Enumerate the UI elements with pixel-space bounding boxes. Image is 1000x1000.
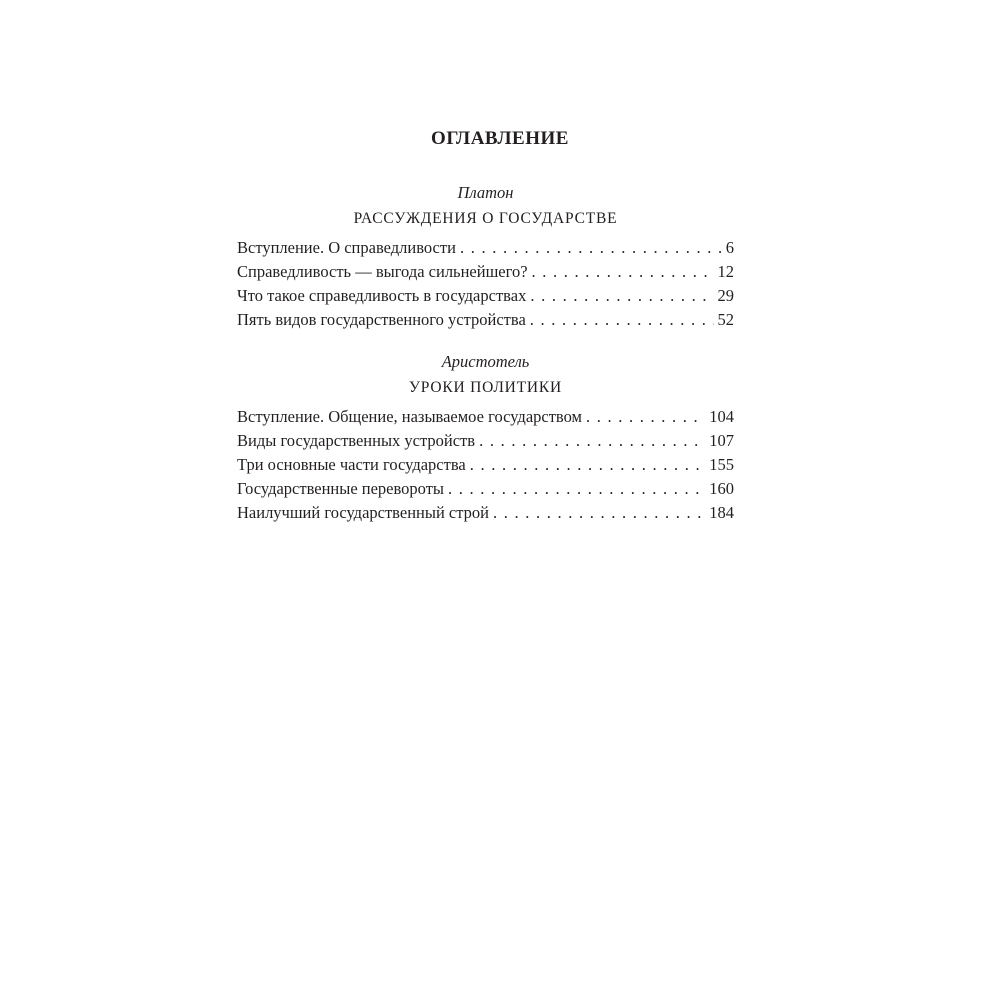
toc-entry-page: 184 (709, 503, 734, 522)
dot-leader (493, 501, 705, 525)
toc-entry-label: Справедливость — выгода сильнейшего? (237, 262, 528, 281)
toc-entry[interactable] (237, 260, 734, 284)
section-work-title: УРОКИ ПОЛИТИКИ (408, 379, 563, 396)
section-author: Аристотель (441, 352, 530, 371)
toc-entry[interactable] (237, 284, 734, 308)
toc-entry-label: Три основные части государства (237, 455, 466, 474)
toc-entry-list (237, 405, 734, 525)
toc-entry-page: 104 (709, 407, 734, 426)
toc-section-aristotle (237, 351, 734, 525)
dot-leader (530, 308, 714, 332)
toc-entry-page: 12 (717, 262, 734, 281)
toc-entry-list (237, 236, 734, 332)
toc-entry[interactable] (237, 453, 734, 477)
section-author: Платон (457, 183, 514, 202)
dot-leader (470, 453, 706, 477)
toc-entry-label: Пять видов государственного устройства (237, 310, 526, 329)
toc-entry-page: 6 (725, 238, 734, 257)
toc-entry-label: Вступление. Общение, называемое государством (237, 407, 582, 426)
page-title: ОГЛАВЛЕНИЕ (431, 128, 569, 149)
toc-entry[interactable] (237, 429, 734, 453)
dot-leader (532, 260, 714, 284)
toc-entry[interactable] (237, 405, 734, 429)
toc-entry-page: 155 (709, 455, 734, 474)
toc-entry-page: 29 (717, 286, 734, 305)
toc-entry[interactable] (237, 501, 734, 525)
dot-leader (460, 236, 722, 260)
section-work-title: РАССУЖДЕНИЯ О ГОСУДАРСТВЕ (353, 210, 618, 227)
dot-leader (586, 405, 705, 429)
toc-entry-label: Виды государственных устройств (237, 431, 476, 450)
dot-leader (479, 429, 705, 453)
dot-leader (530, 284, 713, 308)
toc-entry-label: Что такое справедливость в государствах (237, 286, 527, 305)
toc-entry-label: Государственные перевороты (237, 479, 445, 498)
toc-entry-page: 107 (709, 431, 734, 450)
toc-entry[interactable] (237, 477, 734, 501)
toc-entry-page: 52 (717, 310, 734, 329)
toc-entry[interactable] (237, 308, 734, 332)
toc-entry[interactable] (237, 236, 734, 260)
toc-entry-page: 160 (709, 479, 734, 498)
dot-leader (448, 477, 705, 501)
toc-entry-label: Наилучший государственный строй (237, 503, 489, 522)
toc-section-plato (237, 182, 734, 332)
toc-entry-label: Вступление. О справедливости (237, 238, 456, 257)
